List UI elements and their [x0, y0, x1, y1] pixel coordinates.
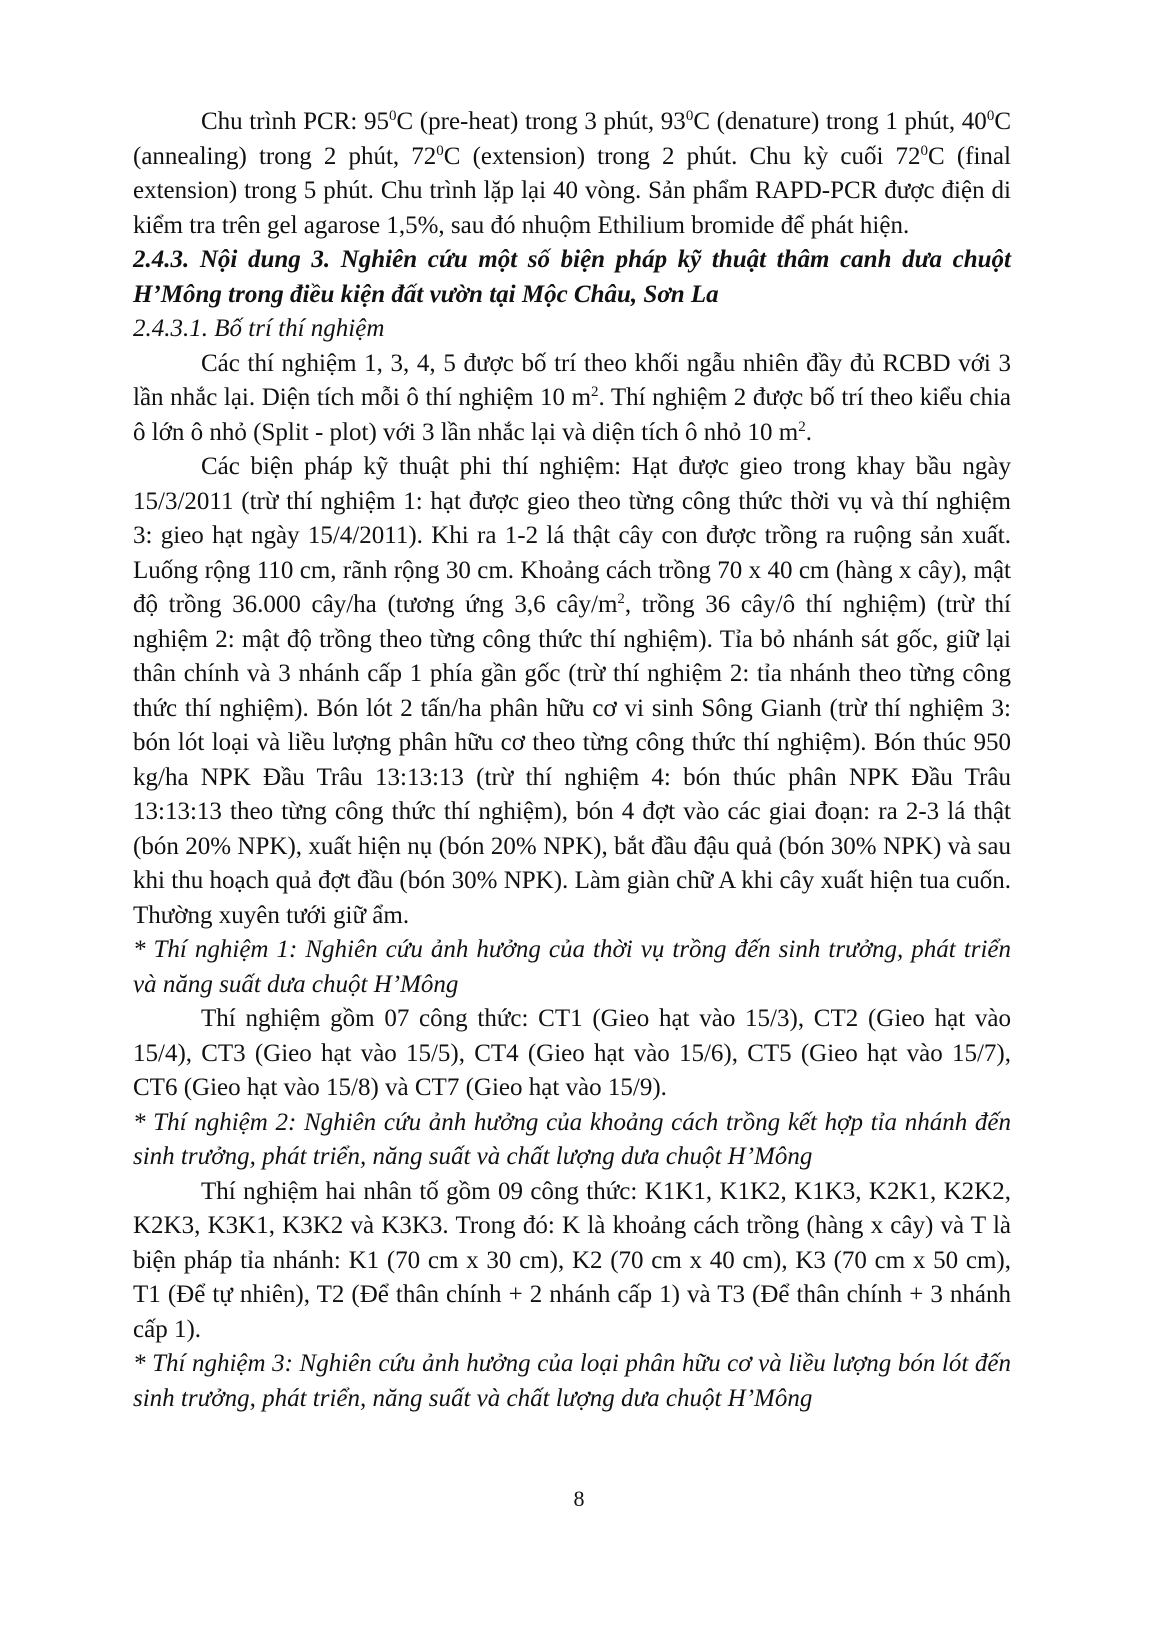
text-run: C (annealing) trong 2 phút, 72 — [133, 108, 1011, 170]
text-run: . Thí nghiệm 2 được bố trí theo kiểu chia ô lớn ô nhỏ (Split - plot) với 3 lần nhắc lại và diện tích ô nhỏ 10 m — [133, 384, 1011, 446]
superscript: 2 — [617, 591, 625, 607]
techniques-paragraph — [133, 450, 1011, 933]
text-run: , trồng 36 cây/ô thí nghiệm) (trừ thí nghiệm 2: mật độ trồng theo từng công thức thí nghiệm). Tỉa bỏ nhánh sát gốc, giữ lại thân chính và 3 nhánh cấp 1 phía gần gốc (trừ thí nghiệm 2: tỉa nhánh theo từng công thức thí nghiệm). Bón lót 2 tấn/ha phân hữu cơ vi sinh Sông Gianh (trừ thí nghiệm 3: bón lót loại và liều lượng phân hữu cơ theo từng công thức thí nghiệm). Bón thúc 950 kg/ha NPK Đầu Trâu 13:13:13 (trừ thí nghiệm 4: bón thúc phân NPK Đầu Trâu 13:13:13 theo từng công thức thí nghiệm), bón 4 đợt vào các giai đoạn: ra 2-3 lá thật (bón 20% NPK), xuất hiện nụ (bón 20% NPK), bắt đầu đậu quả (bón 30% NPK) và sau khi thu hoạch quả đợt đầu (bón 30% NPK). Làm giàn chữ A khi cây xuất hiện tua cuốn. Thường xuyên tưới giữ ẩm. — [133, 591, 1011, 929]
experiment-1-heading: * Thí nghiệm 1: Nghiên cứu ảnh hưởng của thời vụ trồng đến sinh trưởng, phát triển và năng suất dưa chuột H’Mông — [133, 936, 1011, 998]
superscript: 0 — [436, 142, 444, 159]
experiment-2-heading: * Thí nghiệm 2: Nghiên cứu ảnh hưởng của khoảng cách trồng kết hợp tỉa nhánh đến sinh trưởng, phát triển, năng suất và chất lượng dưa chuột H’Mông — [133, 1108, 1011, 1170]
superscript: 0 — [685, 108, 694, 124]
text-run: C (final extension) trong 5 phút. Chu trình lặp lại 40 vòng. Sản phẩm RAPD-PCR được điện di kiểm tra trên gel agarose 1,5%, sau đó nhuộm Ethilium bromide để phát hiện. — [133, 142, 1011, 239]
page-number: 8 — [573, 1486, 585, 1511]
text-run: Các biện pháp kỹ thuật phi thí nghiệm: Hạt được gieo trong khay bầu ngày 15/3/2011 (trừ thí nghiệm 1: hạt được gieo theo từng công thức thời vụ và thí nghiệm 3: gieo hạt ngày 15/4/2011). Khi ra 1-2 lá thật cây con được trồng ra ruộng sản xuất. Luống rộng 110 cm, rãnh rộng 30 cm. Khoảng cách trồng 70 x 40 cm (hàng x cây), mật độ trồng 36.000 cây/ha (tương ứng 3,6 cây/m — [133, 453, 1011, 618]
layout-paragraph — [133, 347, 1011, 451]
text-run: C (denature) trong 1 phút, 40 — [693, 108, 987, 135]
text-run: . — [805, 418, 812, 446]
superscript: 0 — [388, 108, 397, 124]
text-run: C (pre-heat) trong 3 phút, 93 — [396, 108, 686, 135]
text-run: Chu trình PCR: 95 — [201, 108, 389, 135]
section-heading: 2.4.3. Nội dung 3. Nghiên cứu một số biện pháp kỹ thuật thâm canh dưa chuột H’Mông trong điều kiện đất vườn tại Mộc Châu, Sơn La — [133, 246, 1011, 308]
superscript: 0 — [920, 142, 929, 159]
superscript: 0 — [986, 108, 995, 124]
experiment-2-body: Thí nghiệm hai nhân tố gồm 09 công thức: K1K1, K1K2, K1K3, K2K1, K2K2, K2K3, K3K1, K3K2 và K3K3. Trong đó: K là khoảng cách trồng (hàng x cây) và T là biện pháp tỉa nhánh: K1 (70 cm x 30 cm), K2 (70 cm x 40 cm), K3 (70 cm x 50 cm), T1 (Để tự nhiên), T2 (Để thân chính + 2 nhánh cấp 1) và T3 (Để thân chính + 3 nhánh cấp 1). — [133, 1177, 1011, 1343]
superscript: 2 — [591, 384, 599, 400]
page-content — [133, 105, 1011, 1416]
text-run: Các thí nghiệm 1, 3, 4, 5 được bố trí theo khối ngẫu nhiên đầy đủ RCBD với 3 lần nhắc lại. Diện tích mỗi ô thí nghiệm 10 m — [133, 349, 1011, 411]
experiment-3-heading: * Thí nghiệm 3: Nghiên cứu ảnh hưởng của loại phân hữu cơ và liều lượng bón lót đến sinh trưởng, phát triển, năng suất và chất lượng dưa chuột H’Mông — [133, 1350, 1011, 1412]
experiment-1-body: Thí nghiệm gồm 07 công thức: CT1 (Gieo hạt vào 15/3), CT2 (Gieo hạt vào 15/4), CT3 (Gieo hạt vào 15/5), CT4 (Gieo hạt vào 15/6), CT5 (Gieo hạt vào 15/7), CT6 (Gieo hạt vào 15/8) và CT7 (Gieo hạt vào 15/9). — [133, 1005, 1011, 1101]
text-run: C (extension) trong 2 phút. Chu kỳ cuối 72 — [443, 142, 921, 170]
subsection-heading: 2.4.3.1. Bố trí thí nghiệm — [133, 315, 385, 342]
pcr-paragraph — [133, 105, 1011, 243]
superscript: 2 — [798, 418, 806, 435]
